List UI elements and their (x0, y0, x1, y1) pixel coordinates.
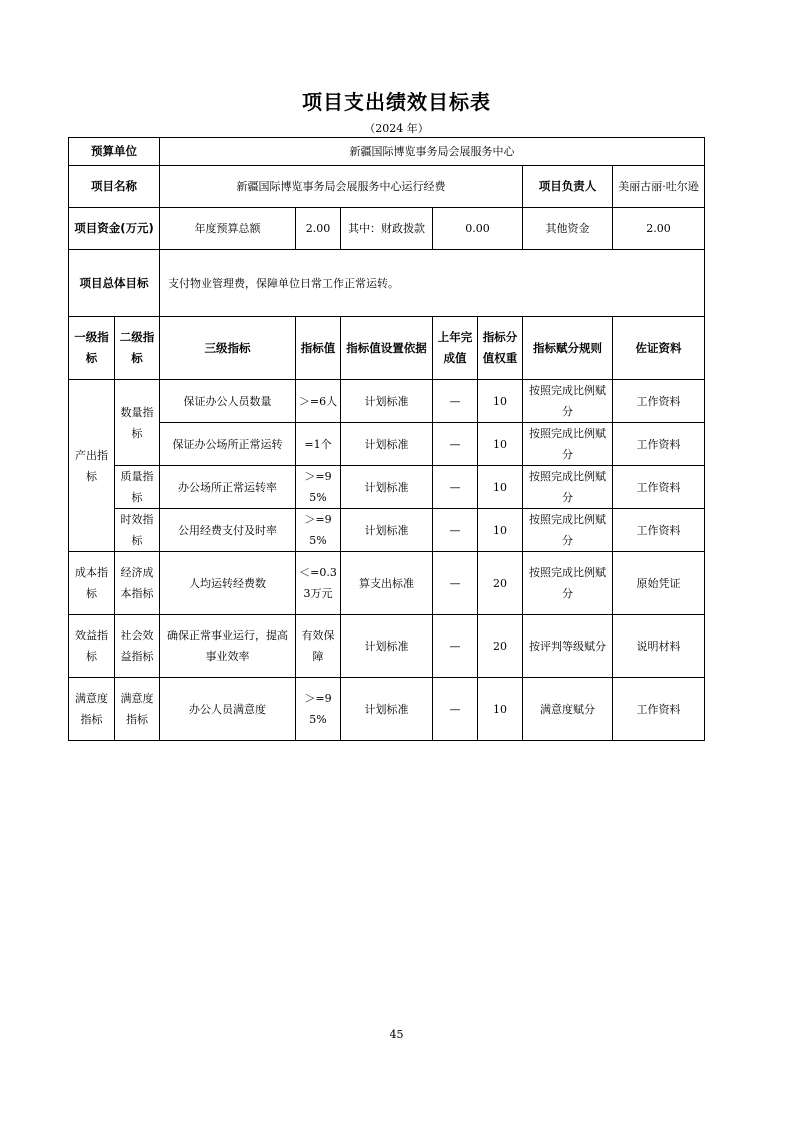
indicator-evidence: 工作资料 (613, 380, 705, 423)
indicator-value: 有效保障 (296, 615, 341, 678)
header-evidence: 佐证资料 (613, 317, 705, 380)
indicator-basis: 计划标准 (341, 678, 433, 741)
indicator-name: 办公人员满意度 (160, 678, 296, 741)
indicator-name: 确保正常事业运行，提高事业效率 (160, 615, 296, 678)
header-last-year: 上年完成值 (433, 317, 478, 380)
indicator-value: ＞=95% (296, 678, 341, 741)
group-satisfaction: 满意度指标 (69, 678, 115, 741)
indicator-value: ＞=95% (296, 466, 341, 509)
fiscal-value: 0.00 (433, 208, 523, 250)
funds-label: 项目资金(万元) (69, 208, 160, 250)
indicator-weight: 10 (478, 423, 523, 466)
indicator-rule: 按照完成比例赋分 (523, 552, 613, 615)
indicator-evidence: 说明材料 (613, 615, 705, 678)
document-year: （2024 年） (364, 122, 429, 135)
project-name-label: 项目名称 (69, 166, 160, 208)
table-row (69, 380, 705, 423)
group-output: 产出指标 (69, 380, 115, 552)
header-level1: 一级指标 (69, 317, 115, 380)
indicator-name: 公用经费支付及时率 (160, 509, 296, 552)
indicator-value: ＜=0.33万元 (296, 552, 341, 615)
indicator-evidence: 工作资料 (613, 509, 705, 552)
indicator-basis: 算支出标准 (341, 552, 433, 615)
project-leader-value: 美丽古丽·吐尔逊 (613, 166, 705, 208)
table-row (69, 466, 705, 509)
indicator-rule: 按照完成比例赋分 (523, 509, 613, 552)
other-funds-value: 2.00 (613, 208, 705, 250)
table-row (69, 678, 705, 741)
indicator-evidence: 工作资料 (613, 466, 705, 509)
page-number: 45 (389, 1028, 404, 1041)
indicator-value: ＞=95% (296, 509, 341, 552)
table-row (69, 615, 705, 678)
indicator-basis: 计划标准 (341, 380, 433, 423)
indicator-name: 保证办公人员数量 (160, 380, 296, 423)
indicator-basis: 计划标准 (341, 509, 433, 552)
group-economic-cost: 经济成本指标 (115, 552, 160, 615)
indicator-basis: 计划标准 (341, 423, 433, 466)
group-cost: 成本指标 (69, 552, 115, 615)
indicator-rule: 满意度赋分 (523, 678, 613, 741)
indicator-last-year: — (433, 423, 478, 466)
group-quality: 质量指标 (115, 466, 160, 509)
table-row (69, 423, 705, 466)
budget-unit-value: 新疆国际博览事务局会展服务中心 (160, 138, 705, 166)
performance-table (68, 137, 705, 741)
indicator-rule: 按照完成比例赋分 (523, 423, 613, 466)
indicator-last-year: — (433, 509, 478, 552)
group-timeliness: 时效指标 (115, 509, 160, 552)
header-value: 指标值 (296, 317, 341, 380)
group-satisfaction-sub: 满意度指标 (115, 678, 160, 741)
annual-budget-value: 2.00 (296, 208, 341, 250)
indicator-name: 办公场所正常运转率 (160, 466, 296, 509)
indicator-weight: 20 (478, 552, 523, 615)
indicator-weight: 10 (478, 509, 523, 552)
indicator-rule: 按照完成比例赋分 (523, 466, 613, 509)
indicator-value: ＞=6人 (296, 380, 341, 423)
indicator-weight: 10 (478, 678, 523, 741)
group-benefit: 效益指标 (69, 615, 115, 678)
header-weight: 指标分值权重 (478, 317, 523, 380)
indicator-basis: 计划标准 (341, 615, 433, 678)
overall-goal-label: 项目总体目标 (69, 250, 160, 317)
annual-budget-label: 年度预算总额 (160, 208, 296, 250)
indicator-last-year: — (433, 552, 478, 615)
indicator-weight: 10 (478, 466, 523, 509)
header-level3: 三级指标 (160, 317, 296, 380)
indicator-evidence: 工作资料 (613, 678, 705, 741)
indicator-name: 保证办公场所正常运转 (160, 423, 296, 466)
indicator-last-year: — (433, 466, 478, 509)
overall-goal-value: 支付物业管理费，保障单位日常工作正常运转。 (160, 250, 705, 317)
indicator-last-year: — (433, 380, 478, 423)
indicator-value: =1个 (296, 423, 341, 466)
indicator-name: 人均运转经费数 (160, 552, 296, 615)
header-level2: 二级指标 (115, 317, 160, 380)
table-row (69, 552, 705, 615)
header-rule: 指标赋分规则 (523, 317, 613, 380)
project-name-value: 新疆国际博览事务局会展服务中心运行经费 (160, 166, 523, 208)
project-leader-label: 项目负责人 (523, 166, 613, 208)
table-row (69, 509, 705, 552)
document-title: 项目支出绩效目标表 (302, 90, 491, 114)
indicator-rule: 按照完成比例赋分 (523, 380, 613, 423)
indicator-weight: 20 (478, 615, 523, 678)
other-funds-label: 其他资金 (523, 208, 613, 250)
budget-unit-label: 预算单位 (69, 138, 160, 166)
indicator-evidence: 原始凭证 (613, 552, 705, 615)
indicator-last-year: — (433, 615, 478, 678)
indicator-evidence: 工作资料 (613, 423, 705, 466)
group-social-benefit: 社会效益指标 (115, 615, 160, 678)
indicator-weight: 10 (478, 380, 523, 423)
fiscal-label: 其中：财政拨款 (341, 208, 433, 250)
indicator-rule: 按评判等级赋分 (523, 615, 613, 678)
group-quantity: 数量指标 (115, 380, 160, 466)
indicator-last-year: — (433, 678, 478, 741)
header-basis: 指标值设置依据 (341, 317, 433, 380)
indicator-basis: 计划标准 (341, 466, 433, 509)
